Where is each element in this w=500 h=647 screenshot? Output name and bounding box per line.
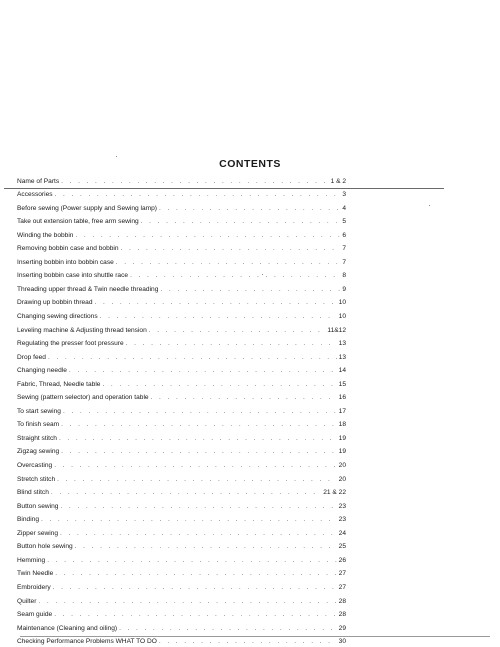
toc-entry-label: Regulating the presser foot pressure [17, 340, 124, 348]
toc-entry-label: Overcasting [17, 462, 53, 470]
scan-speck [116, 156, 117, 157]
toc-entry [17, 199, 347, 213]
toc-entry-page-number: 26 [338, 556, 346, 564]
toc-entry-label: Drawing up bobbin thread [17, 299, 93, 307]
toc-entry [17, 606, 347, 620]
contents-title: CONTENTS [219, 158, 281, 170]
toc-entry [17, 633, 347, 647]
toc-entry-page-number: 27 [338, 583, 346, 591]
scan-speck [429, 205, 430, 206]
toc-entry-label: Hemming [17, 556, 46, 564]
toc-entry-page-number: 14 [338, 367, 346, 375]
dot-leader [160, 286, 340, 294]
toc-entry [17, 186, 347, 200]
toc-entry-label: Inserting bobbin case into shuttle race [17, 272, 129, 280]
toc-entry [17, 416, 347, 430]
toc-entry-page-number: 10 [338, 299, 346, 307]
toc-entry [17, 253, 347, 267]
dot-leader [53, 584, 337, 592]
dot-leader [121, 245, 341, 253]
toc-entry-page-number: 19 [338, 448, 346, 456]
toc-entry [17, 565, 347, 579]
dot-leader [116, 259, 341, 267]
toc-entry-page-number: 21 & 22 [323, 489, 346, 497]
toc-entry-label: Accessories [17, 191, 53, 199]
toc-entry [17, 456, 347, 470]
dot-leader [95, 299, 337, 307]
toc-entry-label: Button hole sewing [17, 543, 73, 551]
toc-entry [17, 213, 347, 227]
dot-leader [119, 625, 337, 633]
toc-entry [17, 321, 347, 335]
toc-entry [17, 484, 347, 498]
toc-entry [17, 226, 347, 240]
toc-entry-page-number: 1 & 2 [330, 177, 346, 185]
toc-entry-page-number: 4 [342, 204, 346, 212]
toc-entry [17, 402, 347, 416]
toc-entry-page-number: 13 [338, 353, 346, 361]
toc-entry-label: Zigzag sewing [17, 448, 60, 456]
toc-entry-page-number: 29 [338, 624, 346, 632]
dot-leader [55, 191, 341, 199]
toc-entry [17, 335, 347, 349]
toc-entry-page-number: 3 [342, 191, 346, 199]
dot-leader [59, 435, 337, 443]
dot-leader [51, 489, 321, 497]
toc-entry-page-number: 28 [338, 611, 346, 619]
toc-entry-label: Changing needle [17, 367, 67, 375]
toc-entry-label: Threading upper thread & Twin needle threading [17, 285, 159, 293]
dot-leader [63, 408, 337, 416]
toc-entry-page-number: 23 [338, 516, 346, 524]
toc-entry [17, 619, 347, 633]
toc-entry [17, 294, 347, 308]
dot-leader [151, 394, 337, 402]
dot-leader [55, 570, 336, 578]
dot-leader [60, 530, 337, 538]
toc-entry-label: Leveling machine & Adjusting thread tension [17, 326, 147, 334]
toc-entry-label: Inserting bobbin into bobbin case [17, 258, 114, 266]
toc-entry-page-number: 9 [342, 285, 346, 293]
dot-leader [60, 503, 336, 511]
toc-entry-page-number: 16 [338, 394, 346, 402]
dot-leader [57, 476, 337, 484]
toc-entry-page-number: 28 [338, 597, 346, 605]
toc-entry [17, 592, 347, 606]
toc-entry-page-number: 10 [338, 313, 346, 321]
toc-entry-label: Stretch stitch [17, 475, 56, 483]
dot-leader [75, 232, 340, 240]
dot-leader [126, 340, 337, 348]
toc-entry [17, 511, 347, 525]
toc-entry-label: Checking Performance Problems WHAT TO DO [17, 638, 157, 646]
toc-entry [17, 348, 347, 362]
dot-leader [69, 367, 337, 375]
toc-entry-label: Twin Needle [17, 570, 54, 578]
toc-entry [17, 280, 347, 294]
dot-leader [75, 543, 337, 551]
toc-entry-page-number: 11&12 [327, 326, 346, 334]
toc-entry-page-number: 23 [338, 502, 346, 510]
toc-entry [17, 375, 347, 389]
dot-leader [54, 611, 336, 619]
toc-entry-label: Changing sewing directions [17, 313, 98, 321]
toc-entry-page-number: 19 [338, 434, 346, 442]
toc-entry-label: Sewing (pattern selector) and operation table [17, 394, 149, 402]
toc-entry-page-number: 20 [338, 462, 346, 470]
toc-entry-page-number: 17 [338, 407, 346, 415]
toc-entry-page-number: 5 [342, 218, 346, 226]
toc-entry [17, 307, 347, 321]
dot-leader [41, 516, 337, 524]
toc-entry [17, 172, 347, 186]
toc-entry-label: Removing bobbin case and bobbin [17, 245, 119, 253]
dot-leader [141, 218, 341, 226]
toc-entry-label: To finish seam [17, 421, 60, 429]
dot-leader [54, 462, 336, 470]
toc-entry-page-number: 8 [342, 272, 346, 280]
toc-entry-label: Straight stitch [17, 434, 57, 442]
toc-entry [17, 429, 347, 443]
toc-entry-label: Take out extension table, free arm sewing [17, 218, 139, 226]
toc-entry [17, 470, 347, 484]
toc-entry-label: Drop feed [17, 353, 46, 361]
toc-entry-label: Name of Parts [17, 177, 60, 185]
toc-entry-label: Button sewing [17, 502, 59, 510]
toc-entry [17, 551, 347, 565]
dot-leader [149, 327, 326, 335]
table-of-contents [17, 172, 347, 646]
dot-leader [61, 178, 328, 186]
toc-entry [17, 524, 347, 538]
dot-leader [48, 354, 337, 362]
dot-leader [61, 421, 337, 429]
dot-leader [38, 598, 336, 606]
toc-entry [17, 240, 347, 254]
toc-entry-label: Embroidery [17, 583, 51, 591]
toc-entry [17, 362, 347, 376]
toc-entry-page-number: 6 [342, 231, 346, 239]
toc-entry-page-number: 15 [338, 380, 346, 388]
toc-entry-label: Maintenance (Cleaning and oiling) [17, 624, 118, 632]
toc-entry-page-number: 24 [338, 529, 346, 537]
toc-entry-page-number: 25 [338, 543, 346, 551]
dot-leader [130, 272, 340, 280]
toc-entry [17, 389, 347, 403]
toc-entry-label: Zipper sewing [17, 529, 59, 537]
toc-entry-label: To start sewing [17, 407, 61, 415]
toc-entry-label: Seam guide [17, 611, 53, 619]
toc-entry-label: Fabric, Thread, Needle table [17, 380, 101, 388]
toc-entry-page-number: 7 [342, 258, 346, 266]
toc-entry-label: Blind stitch [17, 489, 49, 497]
toc-entry [17, 578, 347, 592]
dot-leader [159, 205, 340, 213]
toc-entry-label: Before sewing (Power supply and Sewing lamp) [17, 204, 158, 212]
toc-entry [17, 443, 347, 457]
toc-entry-label: Winding the bobbin [17, 231, 74, 239]
dot-leader [159, 638, 337, 646]
dot-leader [61, 448, 337, 456]
toc-entry-page-number: 27 [338, 570, 346, 578]
dot-leader [102, 381, 336, 389]
toc-entry-label: Quilter [17, 597, 37, 605]
toc-entry-page-number: 13 [338, 340, 346, 348]
dot-leader [100, 313, 337, 321]
toc-entry-page-number: 20 [338, 475, 346, 483]
toc-entry [17, 267, 347, 281]
dot-leader [47, 557, 336, 565]
toc-entry [17, 538, 347, 552]
toc-entry-page-number: 18 [338, 421, 346, 429]
toc-entry-page-number: 30 [338, 638, 346, 646]
toc-entry-page-number: 7 [342, 245, 346, 253]
toc-entry-label: Binding [17, 516, 39, 524]
toc-entry [17, 497, 347, 511]
